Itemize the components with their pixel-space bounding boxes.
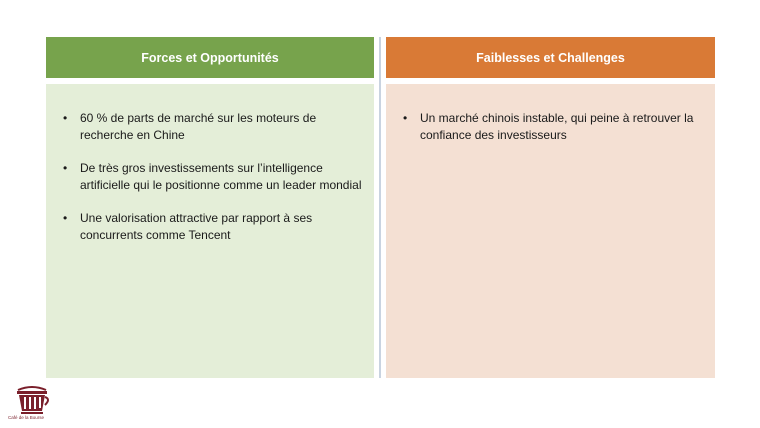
strengths-list [63, 110, 366, 260]
strengths-column [46, 37, 374, 242]
bullet-icon: • [403, 111, 408, 125]
column-divider [379, 37, 381, 378]
list-item [63, 210, 366, 244]
weaknesses-list [403, 110, 707, 160]
bullet-icon: • [63, 211, 68, 225]
list-item-text: Un marché chinois instable, qui peine à retrouver la confiance des investisseurs [420, 111, 694, 142]
weaknesses-column [386, 37, 715, 142]
list-item-text: 60 % de parts de marché sur les moteurs de recherche en Chine [80, 111, 317, 142]
logo-text: Café de la Bourse [8, 415, 45, 420]
list-item [63, 160, 366, 194]
weaknesses-body [386, 84, 715, 378]
list-item-text: De très gros investissements sur l’intelligence artificielle qui le positionne comme un leader mondial [80, 161, 362, 192]
strengths-header: Forces et Opportunités [46, 37, 374, 78]
list-item-text: Une valorisation attractive par rapport à ses concurrents comme Tencent [80, 211, 313, 242]
list-item [403, 110, 707, 144]
list-item [63, 110, 366, 144]
strengths-body [46, 84, 374, 378]
bullet-icon: • [63, 111, 68, 125]
bullet-icon: • [63, 161, 68, 175]
weaknesses-header: Faiblesses et Challenges [386, 37, 715, 78]
